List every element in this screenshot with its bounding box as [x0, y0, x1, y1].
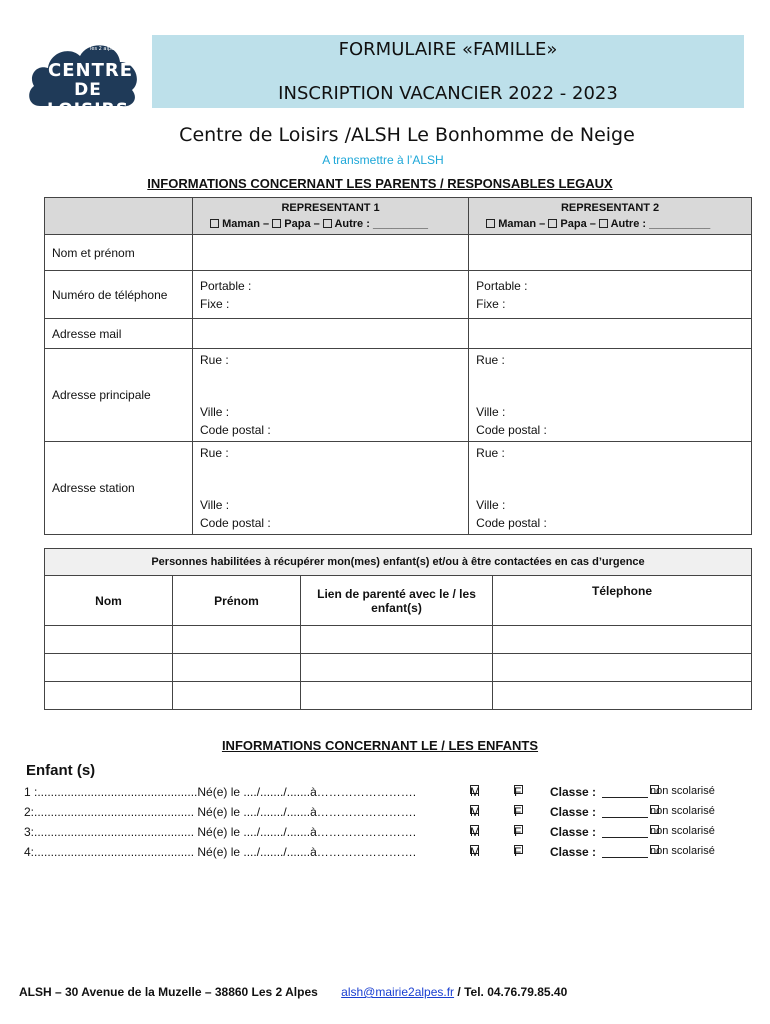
- transmit-note: A transmettre à l’ALSH: [322, 153, 444, 167]
- checkbox-maman-1[interactable]: [210, 219, 219, 228]
- m-label: M: [470, 825, 480, 839]
- contact-cell[interactable]: [45, 682, 173, 710]
- checkbox-maman-2[interactable]: [486, 219, 495, 228]
- label-papa: Papa –: [560, 218, 596, 230]
- label-autre: Autre : __________: [610, 218, 711, 230]
- contact-cell[interactable]: [493, 682, 752, 710]
- adr-station-field-2[interactable]: [469, 442, 752, 535]
- cp-label: Code postal :: [200, 423, 271, 437]
- child-row: [24, 845, 754, 865]
- rue-label: Rue :: [200, 446, 229, 460]
- portable-label: Portable :: [200, 278, 252, 293]
- child-line: 4:................................................ Né(e) le ..../......./.......à…………………….: [24, 845, 417, 859]
- logo-line1: CENTRE: [48, 60, 134, 81]
- rue-label: Rue :: [200, 353, 229, 367]
- header-title-box: [152, 35, 744, 108]
- row-label-nom: Nom et prénom: [45, 235, 193, 271]
- child-row: [24, 805, 754, 825]
- f-label: F: [514, 825, 522, 839]
- ville-label: Ville :: [476, 405, 506, 419]
- f-label: F: [514, 845, 522, 859]
- contact-cell[interactable]: [173, 626, 301, 654]
- footer-address: ALSH – 30 Avenue de la Muzelle – 38860 Les 2 Alpes: [19, 985, 318, 999]
- contact-cell[interactable]: [301, 626, 493, 654]
- contact-row: [45, 626, 752, 654]
- m-label: M: [470, 845, 480, 859]
- label-autre: Autre : _________: [334, 218, 429, 230]
- contact-cell[interactable]: [493, 626, 752, 654]
- non-scolarise-label: non scolarisé: [650, 825, 715, 837]
- centre-title: Centre de Loisirs /ALSH Le Bonhomme de Neige: [179, 124, 635, 146]
- footer: [19, 985, 567, 999]
- footer-email-link[interactable]: alsh@mairie2alpes.fr: [341, 985, 455, 999]
- footer-tel: / Tel. 04.76.79.85.40: [457, 985, 568, 999]
- form-title: FORMULAIRE «FAMILLE»: [338, 39, 558, 60]
- checkbox-papa-1[interactable]: [272, 219, 281, 228]
- cp-label: Code postal :: [476, 516, 547, 530]
- classe-field[interactable]: [602, 825, 648, 838]
- label-maman: Maman –: [498, 218, 546, 230]
- label-maman: Maman –: [222, 218, 270, 230]
- col-lien: Lien de parenté avec le / les enfant(s): [301, 576, 493, 626]
- checkbox-autre-1[interactable]: [323, 219, 332, 228]
- classe-field[interactable]: [602, 785, 648, 798]
- ville-label: Ville :: [200, 405, 230, 419]
- non-scolarise-label: non scolarisé: [650, 785, 715, 797]
- form-subtitle: INSCRIPTION VACANCIER 2022 - 2023: [278, 83, 618, 104]
- f-label: F: [514, 785, 522, 799]
- child-line: 1 :................................................Né(e) le ..../......./.......à…………………….: [24, 785, 417, 799]
- logo-small-text: les 2 alpes: [90, 46, 117, 52]
- contact-cell[interactable]: [301, 682, 493, 710]
- row-label-adr-station: Adresse station: [45, 442, 193, 535]
- nom-field-1[interactable]: [193, 235, 469, 271]
- adr-principale-field-1[interactable]: [193, 349, 469, 442]
- classe-label: Classe :: [550, 825, 597, 839]
- rep1-header: [193, 198, 469, 235]
- child-row: [24, 785, 754, 805]
- rue-label: Rue :: [476, 353, 505, 367]
- contact-row: [45, 682, 752, 710]
- classe-label: Classe :: [550, 845, 597, 859]
- cp-label: Code postal :: [200, 516, 271, 530]
- contact-cell[interactable]: [173, 654, 301, 682]
- centre-loisirs-logo: [26, 38, 140, 120]
- enfants-section-title: INFORMATIONS CONCERNANT LE / LES ENFANTS: [221, 738, 539, 753]
- col-tel: Télephone: [493, 576, 752, 626]
- adr-principale-field-2[interactable]: [469, 349, 752, 442]
- classe-label: Classe :: [550, 785, 597, 799]
- f-label: F: [514, 805, 522, 819]
- fixe-label: Fixe :: [200, 296, 230, 311]
- checkbox-autre-2[interactable]: [599, 219, 608, 228]
- contact-cell[interactable]: [301, 654, 493, 682]
- ville-label: Ville :: [200, 498, 230, 512]
- checkbox-papa-2[interactable]: [548, 219, 557, 228]
- tel-field-2[interactable]: [469, 271, 752, 319]
- child-row: [24, 825, 754, 845]
- col-prenom: Prénom: [173, 576, 301, 626]
- rep2-header: [469, 198, 752, 235]
- rep1-title: REPRESENTANT 1: [281, 202, 380, 214]
- ville-label: Ville :: [476, 498, 506, 512]
- row-label-tel: Numéro de téléphone: [45, 271, 193, 319]
- row-label-mail: Adresse mail: [45, 319, 193, 349]
- enfants-subtitle: Enfant (s): [26, 762, 96, 779]
- classe-field[interactable]: [602, 845, 648, 858]
- parents-section-title: INFORMATIONS CONCERNANT LES PARENTS / RESPONSABLES LEGAUX: [147, 176, 613, 191]
- contacts-title: Personnes habilitées à récupérer mon(mes) enfant(s) et/ou à être contactées en cas d’urgence: [45, 549, 752, 576]
- mail-field-1[interactable]: [193, 319, 469, 349]
- classe-field[interactable]: [602, 805, 648, 818]
- child-line: 3:................................................ Né(e) le ..../......./.......à…………………….: [24, 825, 417, 839]
- tel-field-1[interactable]: [193, 271, 469, 319]
- rep2-title: REPRESENTANT 2: [560, 202, 660, 214]
- contact-cell[interactable]: [45, 626, 173, 654]
- cp-label: Code postal :: [476, 423, 547, 437]
- parents-table: [44, 197, 752, 535]
- contact-cell[interactable]: [173, 682, 301, 710]
- m-label: M: [470, 805, 480, 819]
- non-scolarise-label: non scolarisé: [650, 805, 715, 817]
- logo-line2: DE LOISIRS: [47, 80, 129, 120]
- rue-label: Rue :: [476, 446, 505, 460]
- col-nom: Nom: [45, 576, 173, 626]
- non-scolarise-label: non scolarisé: [650, 845, 715, 857]
- contact-row: [45, 654, 752, 682]
- contacts-table: [44, 548, 752, 710]
- classe-label: Classe :: [550, 805, 597, 819]
- empty-header-cell: [45, 198, 193, 235]
- contact-cell[interactable]: [493, 654, 752, 682]
- portable-label: Portable :: [476, 278, 528, 293]
- mail-field-2[interactable]: [469, 319, 752, 349]
- child-line: 2:................................................ Né(e) le ..../......./.......à…………………….: [24, 805, 417, 819]
- contact-cell[interactable]: [45, 654, 173, 682]
- m-label: M: [470, 785, 480, 799]
- adr-station-field-1[interactable]: [193, 442, 469, 535]
- nom-field-2[interactable]: [469, 235, 752, 271]
- label-papa: Papa –: [284, 218, 320, 230]
- row-label-adr-principale: Adresse principale: [45, 349, 193, 442]
- fixe-label: Fixe :: [476, 296, 506, 311]
